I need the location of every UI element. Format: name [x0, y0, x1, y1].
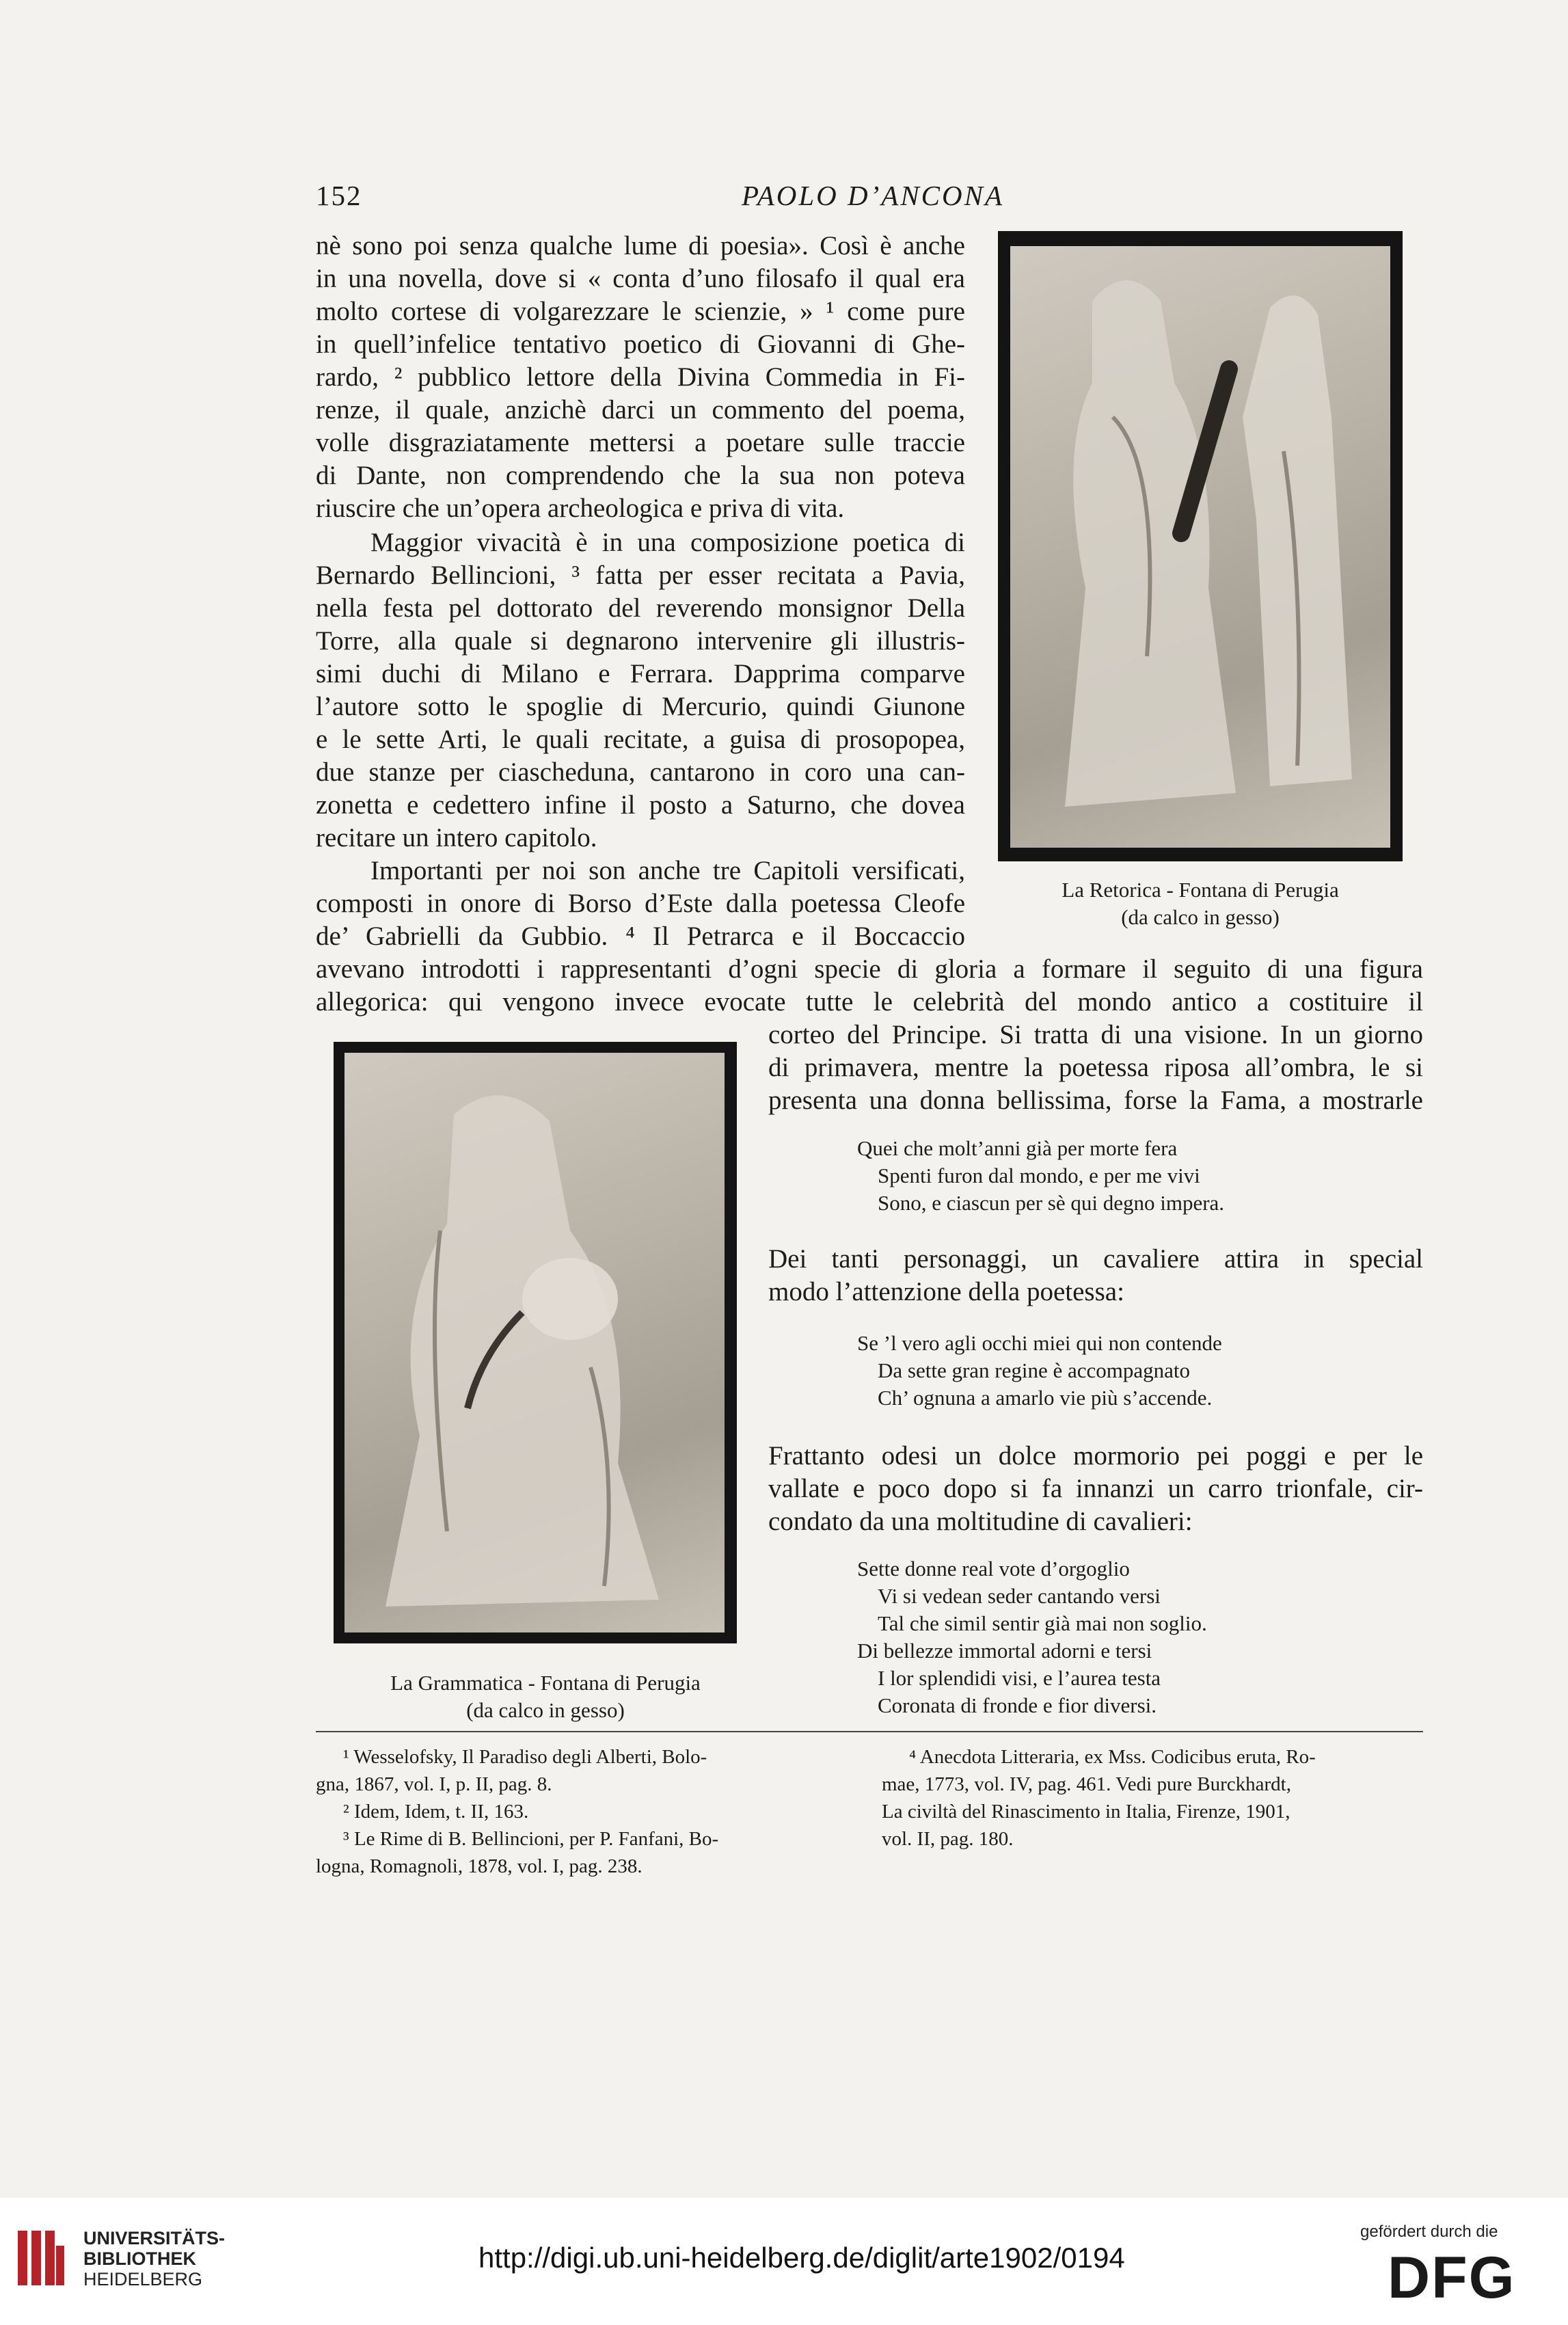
footnotes-left — [316, 1743, 863, 1880]
text-line: e le sette Arti, le quali recitate, a guisa di prosopopea, — [316, 725, 965, 754]
text-line: Maggior vivacità è in una composizione poetica di — [370, 528, 965, 557]
digitization-footer — [0, 2198, 1568, 2325]
footnote-line: vol. II, pag. 180. — [882, 1828, 1014, 1850]
text-line: molto cortese di volgarezzare le scienzie, » ¹ come pure — [316, 297, 965, 326]
paragraph-4 — [768, 1243, 1423, 1308]
text-line: Importanti per noi son anche tre Capitoli versificati, — [370, 856, 965, 885]
verse-line: Coronata di fronde e fior diversi. — [878, 1693, 1157, 1717]
verse-line: Ch’ ognuna a amarlo vie più s’accende. — [878, 1386, 1213, 1410]
footnote-line: ² Idem, Idem, t. II, 163. — [343, 1801, 529, 1823]
text-line: nella festa pel dottorato del reverendo monsignor Della — [316, 593, 965, 623]
footnote-line: mae, 1773, vol. IV, pag. 461. Vedi pure Burckhardt, — [882, 1773, 1291, 1795]
text-line: avevano introdotti i rappresentanti d’ogni specie di gloria a formare il seguito di una figura — [316, 954, 1423, 984]
library-name-line: BIBLIOTHEK — [83, 2248, 196, 2269]
funding-note: gefördert durch die — [1360, 2222, 1498, 2241]
verse-quote-1 — [857, 1135, 1418, 1217]
text-line: renze, il quale, anzichè darci un commento del poema, — [316, 395, 965, 425]
paragraph-3-right — [768, 1019, 1423, 1117]
text-line: modo l’attenzione della poetessa: — [768, 1277, 1124, 1306]
running-title: PAOLO D’ANCONA — [741, 180, 1005, 211]
text-line: Frattanto odesi un dolce mormorio pei poggi e per le — [768, 1441, 1423, 1470]
footnote-line: gna, 1867, vol. I, p. II, pag. 8. — [316, 1773, 552, 1795]
caption-line: La Grammatica - Fontana di Perugia — [390, 1671, 701, 1695]
library-name — [83, 2228, 225, 2289]
verse-line: Sono, e ciascun per sè qui degno impera. — [878, 1191, 1225, 1215]
figure-retorica-caption — [998, 876, 1403, 931]
verse-line: Vi si vedean seder cantando versi — [878, 1584, 1161, 1608]
text-line: allegorica: qui vengono invece evocate tutte le celebrità del mondo antico a costituire il — [316, 987, 1423, 1017]
text-line: composti in onore di Borso d’Este dalla poetessa Cleofe — [316, 889, 965, 918]
figure-retorica-photo — [998, 231, 1403, 861]
text-line: nè sono poi senza qualche lume di poesia». Così è anche — [316, 231, 965, 260]
text-line: volle disgraziatamente mettersi a poetare sulle traccie — [316, 428, 965, 457]
text-line: rardo, ² pubblico lettore della Divina Commedia in Fi- — [316, 362, 965, 392]
relief-plaster-cast — [1010, 246, 1390, 848]
text-line: condato da una moltitudine di cavalieri: — [768, 1507, 1193, 1536]
text-line: presenta una donna bellissima, forse la Fama, a mostrarle — [768, 1086, 1423, 1115]
verse-line: Sette donne real vote d’orgoglio — [857, 1557, 1130, 1581]
paragraph-5 — [768, 1440, 1423, 1538]
text-line: zonetta e cedettero infine il posto a Saturno, che dovea — [316, 790, 965, 820]
footnote-line: La civiltà del Rinascimento in Italia, Firenze, 1901, — [882, 1801, 1290, 1823]
library-name-line: UNIVERSITÄTS- — [83, 2228, 226, 2248]
dfg-logo: DFG — [1388, 2245, 1516, 2311]
footnote-line: logna, Romagnoli, 1878, vol. I, pag. 238. — [316, 1855, 643, 1877]
text-line: l’autore sotto le spoglie di Mercurio, quindi Giunone — [316, 692, 965, 721]
verse-quote-3 — [857, 1555, 1418, 1719]
verse-line: Se ’l vero agli occhi miei qui non contende — [857, 1331, 1222, 1355]
footnote-line: ³ Le Rime di B. Bellincioni, per P. Fanfani, Bo- — [343, 1828, 719, 1850]
text-line: in quell’infelice tentativo poetico di Giovanni di Ghe- — [316, 330, 965, 359]
text-line: Torre, alla quale si degnarono intervenire gli illustris- — [316, 626, 965, 656]
caption-line: (da calco in gesso) — [1121, 905, 1280, 929]
relief-plaster-cast — [344, 1053, 725, 1632]
figure-grammatica-photo — [334, 1042, 737, 1643]
text-line: recitare un intero capitolo. — [316, 823, 597, 852]
figure-grammatica-caption — [334, 1669, 757, 1724]
text-line: de’ Gabrielli da Gubbio. ⁴ Il Petrarca e il Boccaccio — [316, 922, 965, 951]
page-number: 152 — [316, 180, 362, 211]
text-line: vallate e poco dopo si fa innanzi un carro trionfale, cir- — [768, 1474, 1423, 1503]
caption-line: (da calco in gesso) — [466, 1698, 625, 1722]
paragraph-2 — [316, 526, 965, 855]
relief-figures-illustration — [1010, 246, 1390, 848]
text-line: in una novella, dove si « conta d’uno filosafo il qual era — [316, 264, 965, 293]
relief-figures-illustration — [344, 1053, 725, 1632]
footnote-divider — [316, 1731, 1423, 1732]
text-line: di Dante, non comprendendo che la sua non poteva — [316, 461, 965, 490]
running-head — [316, 179, 1430, 213]
text-line: corteo del Principe. Si tratta di una visione. In un giorno — [768, 1020, 1423, 1049]
text-line: due stanze per ciascheduna, cantarono in coro una can- — [316, 757, 965, 787]
footnotes-right — [882, 1743, 1429, 1853]
paragraph-1 — [316, 230, 965, 525]
verse-line: Tal che simil sentir già mai non soglio. — [878, 1611, 1207, 1635]
verse-quote-2 — [857, 1330, 1418, 1412]
paragraph-3 — [316, 855, 965, 953]
verse-line: Spenti furon dal mondo, e per me vivi — [878, 1164, 1200, 1187]
source-url-link[interactable]: http://digi.ub.uni-heidelberg.de/diglit/arte1902/0194 — [478, 2242, 1125, 2274]
text-line: simi duchi di Milano e Ferrara. Dapprima comparve — [316, 659, 965, 688]
text-line: Bernardo Bellincioni, ³ fatta per esser recitata a Pavia, — [316, 561, 965, 590]
footnote-line: ¹ Wesselofsky, Il Paradiso degli Alberti, Bolo- — [343, 1746, 707, 1768]
text-line: riuscire che un’opera archeologica e priva di vita. — [316, 494, 845, 523]
verse-line: I lor splendidi visi, e l’aurea testa — [878, 1666, 1161, 1690]
text-line: Dei tanti personaggi, un cavaliere attira in special — [768, 1244, 1423, 1274]
verse-line: Di bellezze immortal adorni e tersi — [857, 1639, 1152, 1663]
library-seal-icon — [15, 2225, 67, 2291]
footnote-line: ⁴ Anecdota Litteraria, ex Mss. Codicibus eruta, Ro- — [909, 1746, 1316, 1768]
verse-line: Quei che molt’anni già per morte fera — [857, 1136, 1178, 1160]
verse-line: Da sette gran regine è accompagnato — [878, 1358, 1191, 1382]
paragraph-3-full-width — [316, 953, 1423, 1019]
text-line: di primavera, mentre la poetessa riposa all’ombra, le si — [768, 1053, 1423, 1082]
caption-line: La Retorica - Fontana di Perugia — [1062, 878, 1339, 902]
library-name-line: HEIDELBERG — [83, 2269, 203, 2289]
